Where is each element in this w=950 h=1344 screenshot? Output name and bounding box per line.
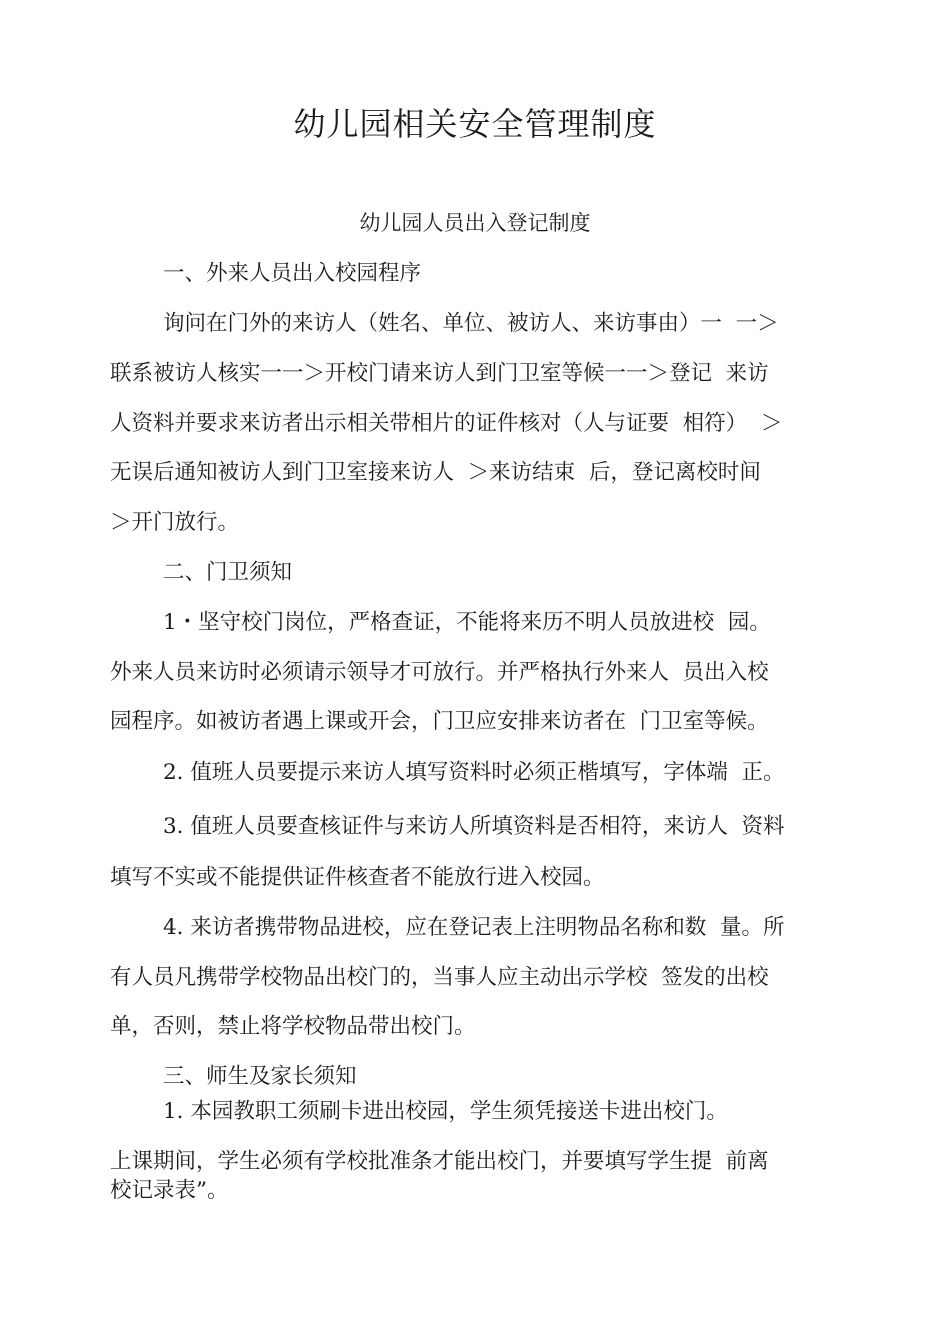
paragraph-line: 单，否则，禁止将学校物品带出校门。 — [110, 1014, 476, 1039]
paragraph-line: 有人员凡携带学校物品出校门的，当事人应主动出示学校 签发的出校 — [110, 965, 769, 990]
section-heading: 三、师生及家长须知 — [163, 1064, 357, 1089]
section-heading: 一、外来人员出入校园程序 — [163, 261, 422, 286]
paragraph-line: 2. 值班人员要提示来访人填写资料时必须正楷填写，字体端 正。 — [163, 760, 785, 785]
paragraph-line: 外来人员来访时必须请示领导才可放行。并严格执行外来人 员出入校 — [110, 660, 769, 685]
paragraph-line: 上课期间，学生必须有学校批准条才能出校门，并要填写学生提 前离 — [110, 1149, 769, 1174]
document-title: 幼儿园相关安全管理制度 — [293, 105, 657, 143]
paragraph-line: 4. 来访者携带物品进校，应在登记表上注明物品名称和数 量。所 — [163, 915, 785, 940]
paragraph-line: 无误后通知被访人到门卫室接来访人 ＞来访结束 后，登记离校时间 — [110, 460, 761, 485]
paragraph-line: 人资料并要求来访者出示相关带相片的证件核对（人与证要 相符） ＞ — [110, 411, 783, 436]
paragraph-line: 填写不实或不能提供证件核查者不能放行进入校园。 — [110, 865, 605, 890]
paragraph-line: 园程序。如被访者遇上课或开会，门卫应安排来访者在 门卫室等候。 — [110, 709, 769, 734]
paragraph-line: 1. 本园教职工须刷卡进出校园，学生须凭接送卡进出校门。 — [163, 1099, 728, 1124]
paragraph-line: 联系被访人核实一一＞开校门请来访人到门卫室等候一一＞登记 来访 — [110, 361, 769, 386]
section-heading: 二、门卫须知 — [163, 560, 293, 585]
paragraph-line: 1・坚守校门岗位，严格查证，不能将来历不明人员放进校 园。 — [163, 610, 771, 635]
paragraph-line: 询问在门外的来访人（姓名、单位、被访人、来访事由）一 一＞ — [163, 311, 779, 336]
document-subtitle: 幼儿园人员出入登记制度 — [359, 211, 591, 235]
paragraph-line: 校记录表”。 — [110, 1178, 229, 1203]
paragraph-line: ＞开门放行。 — [110, 510, 240, 535]
paragraph-line: 3. 值班人员要查核证件与来访人所填资料是否相符，来访人 资料 — [163, 814, 785, 839]
